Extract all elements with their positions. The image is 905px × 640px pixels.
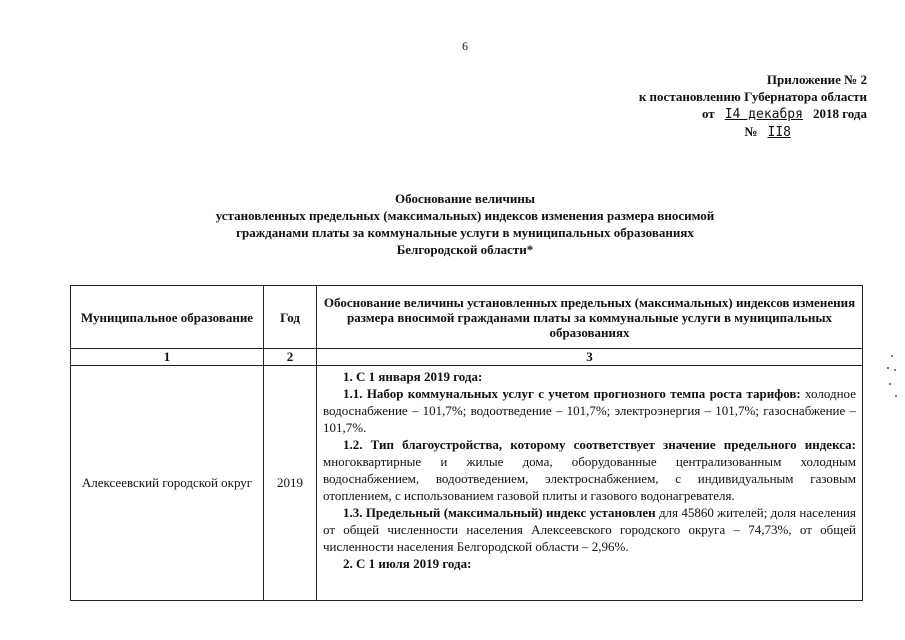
page-number: 6 xyxy=(462,39,468,53)
item-text: многоквартирные и жилые дома, оборудованные централизованным холодным водоснабжением, водоотведением, электроснабжением, с индивидуальным газовым отоплением, с использованием газовой плиты и газового водонагревателя. xyxy=(323,454,856,503)
item-heading: 1.2. Тип благоустройства, которому соответствует значение предельного индекса: xyxy=(343,437,856,452)
justification-table xyxy=(70,285,863,601)
column-number: 2 xyxy=(264,349,317,366)
item-text: холодное водоснабжение – 101,7%; водоотведение – 101,7%; электроэнергия – 101,7%; газоснабжение – 101,7%. xyxy=(323,386,856,435)
title-line: Обоснование величины xyxy=(395,191,535,206)
justification-cell xyxy=(317,366,863,601)
item-heading: 1.1. Набор коммунальных услуг с учетом прогнозного темпа роста тарифов: xyxy=(343,386,801,401)
appendix-resolution: к постановлению Губернатора области xyxy=(638,89,867,104)
item-heading: 1.3. Предельный (максимальный) индекс установлен xyxy=(343,505,656,520)
date-prefix: от xyxy=(701,106,715,121)
header-year: Год xyxy=(264,286,317,349)
header-justification: Обоснование величины установленных предельных (максимальных) индексов изменения размера вносимой гражданами платы за коммунальные услуги в муниципальных образованиях xyxy=(317,286,863,349)
header-municipality: Муниципальное образование xyxy=(71,286,264,349)
number-prefix: № xyxy=(744,124,758,139)
table-row xyxy=(71,366,863,601)
title-line: установленных предельных (максимальных) индексов изменения размера вносимой xyxy=(215,208,715,223)
section-heading: 1. С 1 января 2019 года: xyxy=(343,369,483,384)
appendix-block xyxy=(639,71,867,141)
appendix-number xyxy=(639,123,801,141)
date-value: I4 декабря xyxy=(724,107,803,122)
column-number: 3 xyxy=(317,349,863,366)
title-line: Белгородской области* xyxy=(396,242,534,257)
appendix-title: Приложение № 2 xyxy=(766,72,867,87)
table-header-row xyxy=(71,286,863,349)
document-title xyxy=(150,190,780,258)
scan-marks xyxy=(885,355,899,405)
section-heading: 2. С 1 июля 2019 года: xyxy=(343,556,472,571)
column-number: 1 xyxy=(71,349,264,366)
item-text: для 45860 жителей; доля населения от общей численности населения Алексеевского городского округа – 74,73%, от общей численности населения Белгородской области – 2,96%. xyxy=(323,505,856,554)
appendix-date xyxy=(639,105,867,123)
number-value: II8 xyxy=(767,125,791,140)
date-suffix: 2018 года xyxy=(812,106,867,121)
year-cell: 2019 xyxy=(264,366,317,601)
column-number-row xyxy=(71,349,863,366)
title-line: гражданами платы за коммунальные услуги в муниципальных образованиях xyxy=(236,225,694,240)
municipality-cell: Алексеевский городской округ xyxy=(71,366,264,601)
